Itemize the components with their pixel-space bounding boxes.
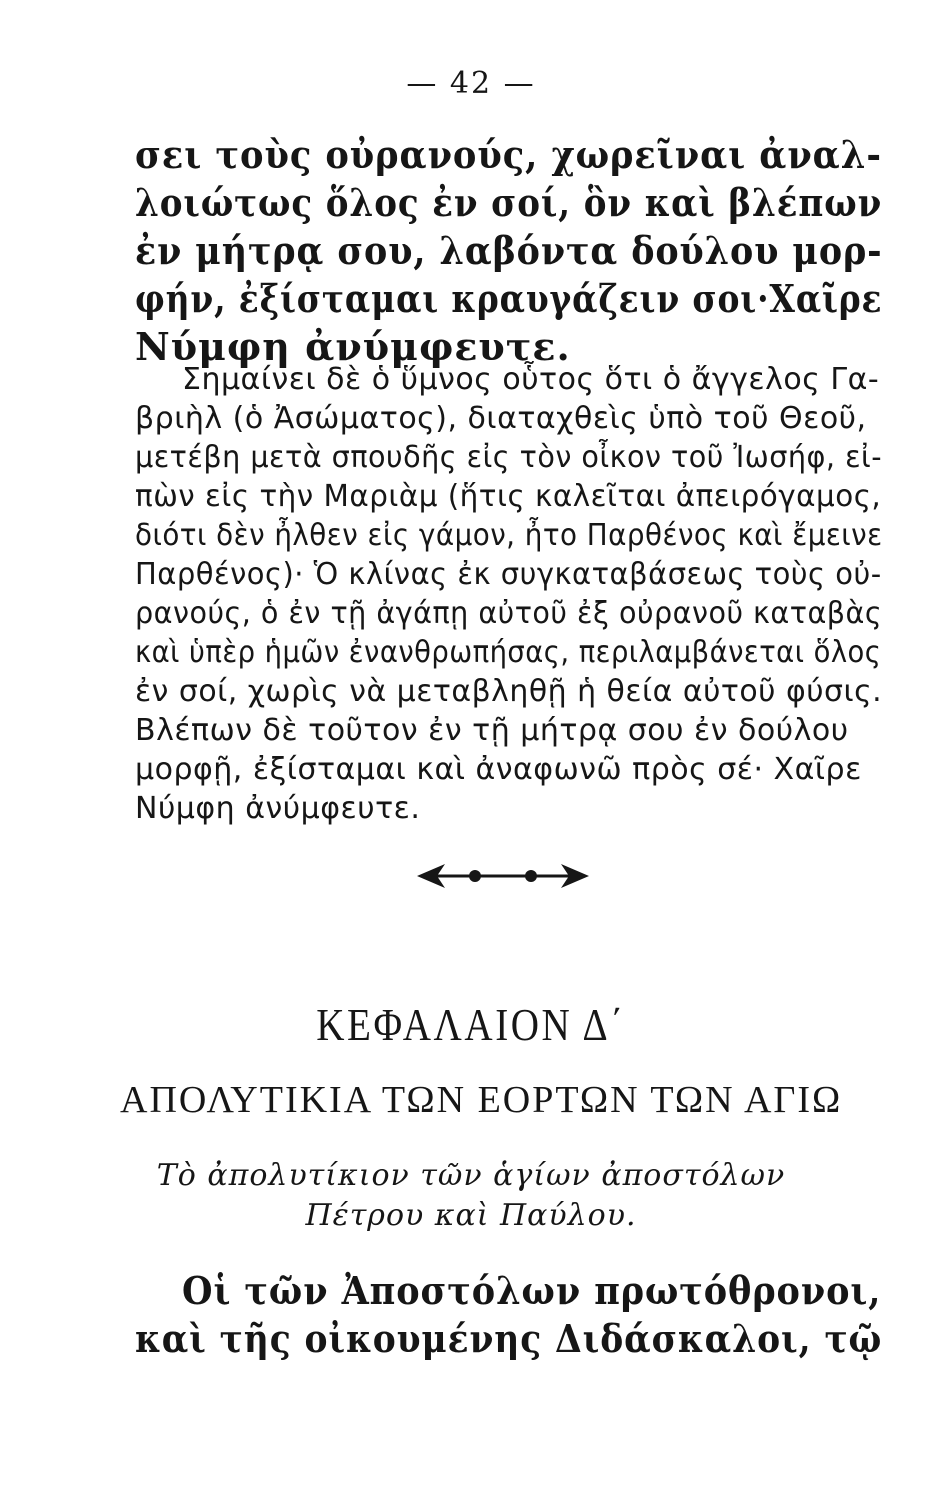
commentary-line: Σημαίνει δὲ ὁ ὕμνος οὗτος ὅτι ὁ ἄγγελος Γα- <box>182 362 880 397</box>
commentary-line: πὼν εἰς τὴν Μαριὰμ (ἥτις καλεῖται ἀπειρόγαμος, <box>135 479 882 514</box>
hymn-line: ἐν μήτρᾳ σου, λαβόντα δούλου μορ- <box>135 228 883 273</box>
commentary-line: Βλέπων δὲ τοῦτον ἐν τῇ μήτρᾳ σου ἐν δούλου <box>135 713 849 748</box>
commentary-line: μορφῇ, ἐξίσταμαι καὶ ἀναφωνῶ πρὸς σέ· Χαῖρε <box>135 752 862 787</box>
commentary-line: μετέβη μετὰ σπουδῆς εἰς τὸν οἶκον τοῦ Ἰωσήφ, εἰ- <box>135 440 883 475</box>
hymn-line: λοιώτως ὅλος ἐν σοί, ὃν καὶ βλέπων <box>135 180 883 225</box>
hymn-line: φήν, ἐξίσταμαι κραυγάζειν σοι·Χαῖρε <box>135 276 883 321</box>
hymn-text-line: καὶ τῆς οἰκουμένης Διδάσκαλοι, τῷ <box>135 1316 883 1361</box>
commentary-line: ρανούς, ὁ ἐν τῇ ἀγάπῃ αὐτοῦ ἐξ οὐρανοῦ καταβὰς <box>135 596 883 631</box>
ornament-divider <box>415 858 591 894</box>
commentary-line: Παρθένος)· Ὁ κλίνας ἐκ συγκαταβάσεως τοὺς οὐ- <box>135 557 882 592</box>
ornament-dot <box>469 870 481 882</box>
commentary-line: ἐν σοί, χωρὶς νὰ μεταβληθῇ ἡ θεία αὐτοῦ φύσις. <box>135 674 883 709</box>
commentary-line: βριὴλ (ὁ Ἀσώματος), διαταχθεὶς ὑπὸ τοῦ Θεοῦ, <box>135 401 867 436</box>
hymn-line: Νύμφη ἀνύμφευτε. <box>135 324 571 369</box>
commentary-line: καὶ ὑπὲρ ἡμῶν ἐνανθρωπήσας, περιλαμβάνεται ὅλος <box>135 635 882 670</box>
hymn-line: σει τοὺς οὐρανούς, χωρεῖναι ἀναλ- <box>135 132 882 177</box>
ornament-dot <box>525 870 537 882</box>
section-title: ΑΠΟΛΥΤΙΚΙΑ ΤΩΝ ΕΟΡΤΩΝ ΤΩΝ ΑΓΙΩ <box>120 1079 843 1121</box>
hymn-title-line: Τὸ ἀπολυτίκιον τῶν ἁγίων ἀποστόλων <box>156 1158 786 1193</box>
chapter-title: ΚΕΦΑΛΑΙΟΝ Δ΄ <box>316 999 626 1050</box>
page-number: — 42 — <box>406 66 536 101</box>
hymn-title-line: Πέτρου καὶ Παύλου. <box>305 1198 637 1233</box>
commentary-line: Νύμφη ἀνύμφευτε. <box>135 791 421 826</box>
commentary-line: διότι δὲν ἦλθεν εἰς γάμον, ἦτο Παρθένος καὶ ἔμεινε <box>135 518 883 553</box>
hymn-text-line: Οἱ τῶν Ἀποστόλων πρωτόθρονοι, <box>182 1268 882 1313</box>
